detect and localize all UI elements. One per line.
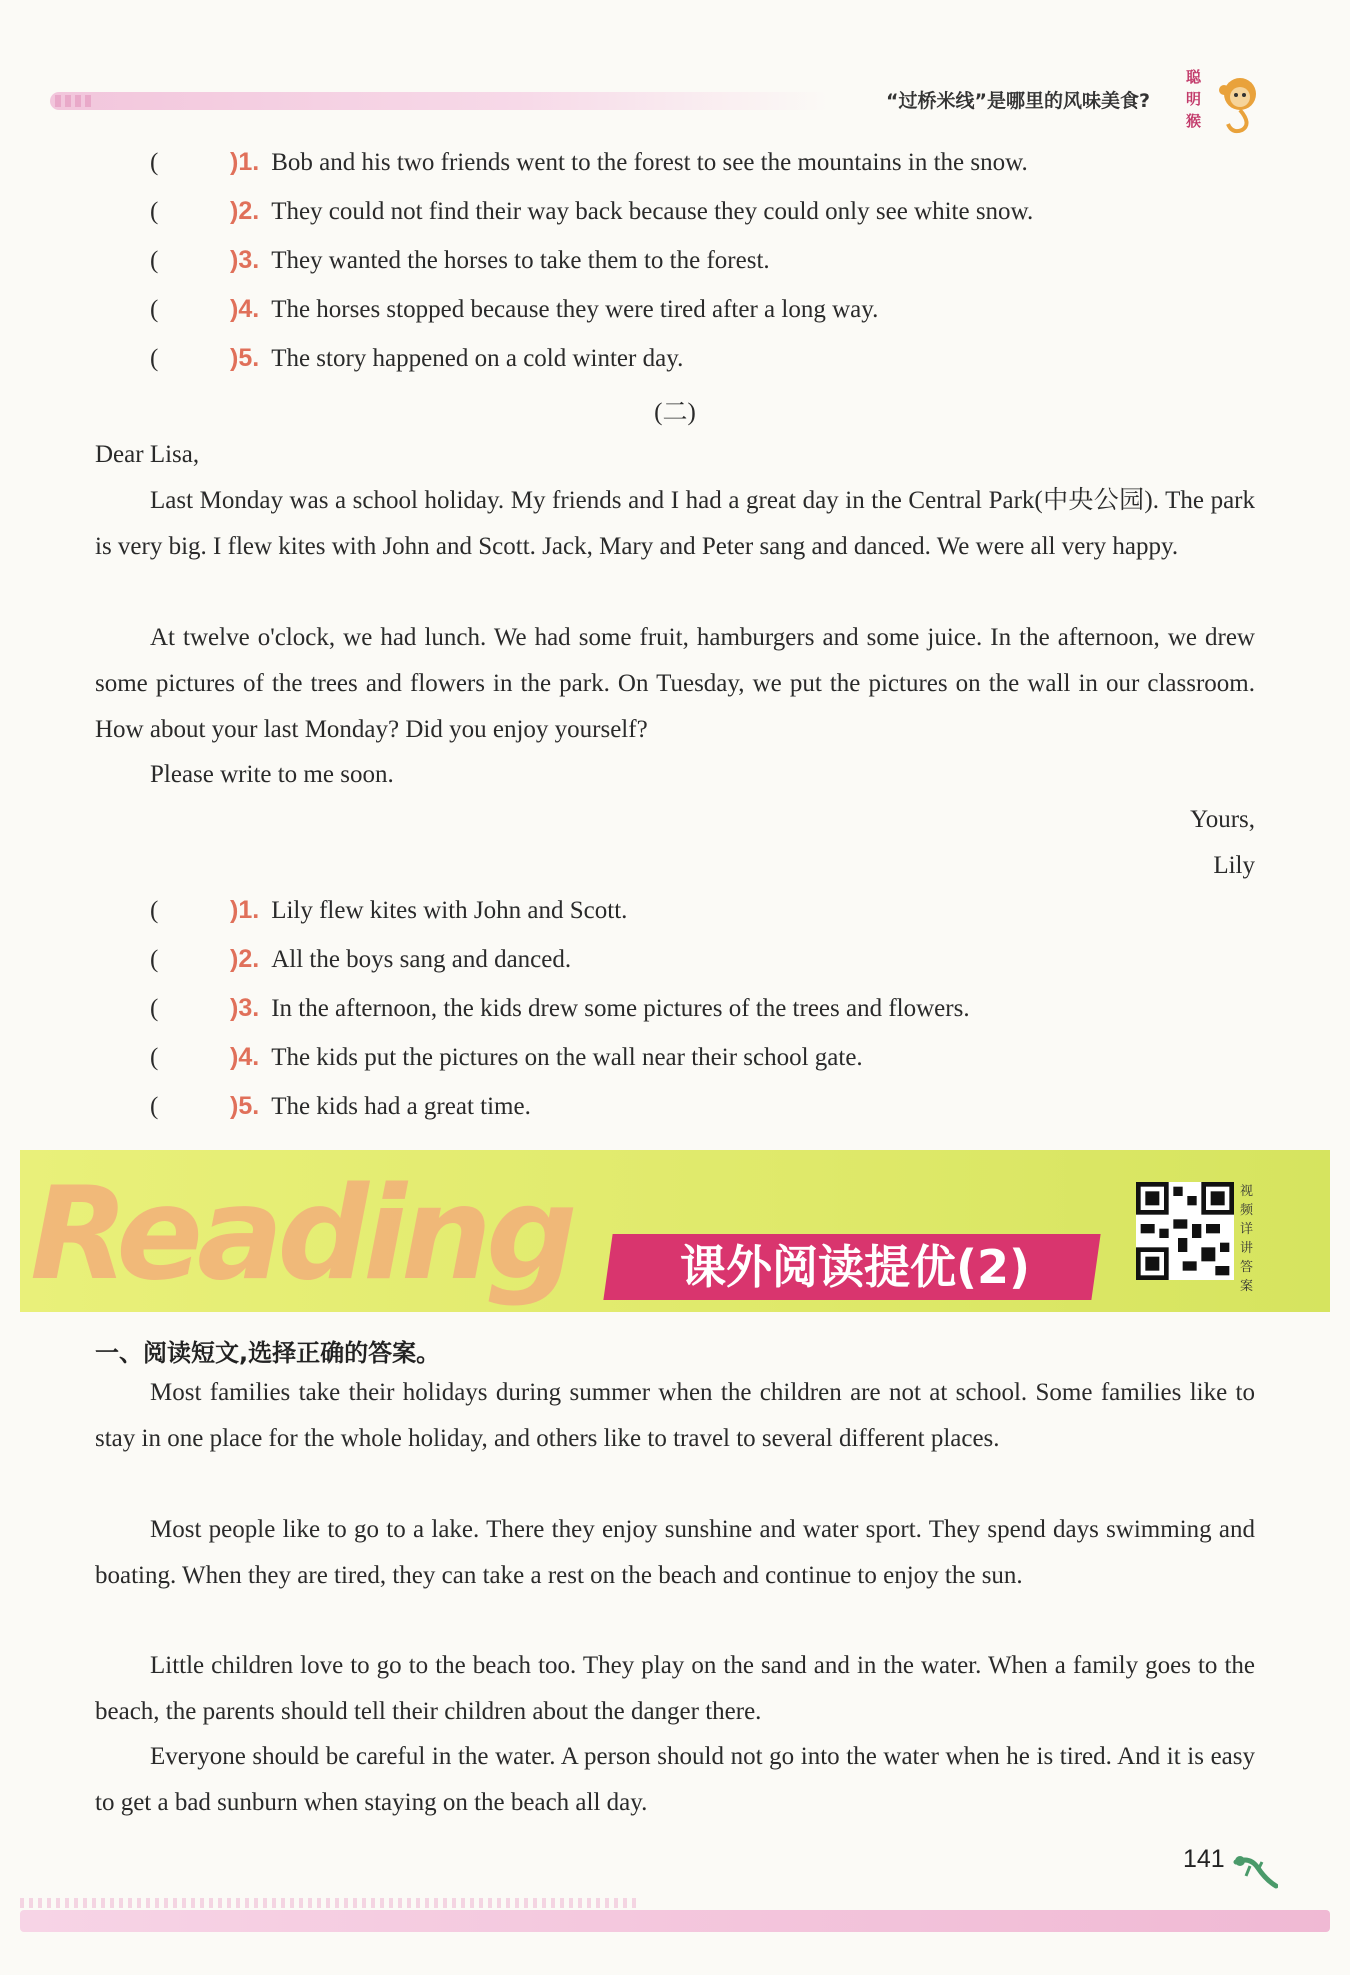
question-row: ( )4. The kids put the pictures on the wall near their school gate. [150,1043,863,1071]
footer-decor-dots [20,1898,640,1908]
question-row: ( )3. They wanted the horses to take them to the forest. [150,246,770,274]
header-question: “过桥米线”是哪里的风味美食? [886,90,1150,112]
letter-paragraph-1: Last Monday was a school holiday. My friends and I had a great day in the Central Park(中央公园). The park is very big. I flew kites with John and Scott. Jack, Mary and Peter sang and danced. We were all very happy. [95,487,1255,560]
brand-name: 聪明猴 [1186,68,1202,130]
letter-signature: Lily [1213,852,1255,879]
letter-salutation: Dear Lisa, [95,441,200,468]
banner-label: 课外阅读提优(2) [679,1240,1031,1294]
lizard-icon [1232,1852,1278,1892]
question-row: ( )3. In the afternoon, the kids drew some pictures of the trees and flowers. [150,994,970,1022]
qr-caption: 视频详讲答案 [1240,1184,1254,1294]
section-title: 一、阅读短文,选择正确的答案。 [95,1339,441,1367]
passage-paragraph-3: Little children love to go to the beach too. They play on the sand and in the water. When a family goes to the beach, the parents should tell their children about the danger there. [95,1652,1255,1725]
letter-paragraph-2: At twelve o'clock, we had lunch. We had some fruit, hamburgers and some juice. In the afternoon, we drew some pictures of the trees and flowers in the park. On Tuesday, we put the pictures on the wall in our classroom. How about your last Monday? Did you enjoy yourself? [95,624,1255,743]
question-row: ( )2. They could not find their way back because they could only see white snow. [150,197,1034,225]
letter-paragraph-3: Please write to me soon. [150,761,394,788]
footer-decor-bar [20,1910,1330,1932]
qr-code-icon[interactable] [1136,1182,1234,1280]
page-number: 141 [1183,1845,1225,1873]
header-decor-dots [55,95,95,107]
question-row: ( )1. Lily flew kites with John and Scott. [150,896,628,924]
header-decor-bar [50,92,830,110]
question-row: ( )5. The story happened on a cold winter day. [150,344,684,372]
question-row: ( )1. Bob and his two friends went to the forest to see the mountains in the snow. [150,148,1028,176]
passage-paragraph-1: Most families take their holidays during summer when the children are not at school. Some families like to stay in one place for the whole holiday, and others like to travel to several different places. [95,1379,1255,1452]
question-row: ( )2. All the boys sang and danced. [150,945,572,973]
banner-reading-word: Reading [30,1160,572,1309]
letter-closing: Yours, [1190,806,1255,833]
passage-paragraph-4: Everyone should be careful in the water. A person should not go into the water when he is tired. And it is easy to get a bad sunburn when staying on the beach all day. [95,1743,1255,1816]
question-row: ( )5. The kids had a great time. [150,1092,531,1120]
section-heading: (二) [654,399,696,426]
passage-paragraph-2: Most people like to go to a lake. There they enjoy sunshine and water sport. They spend days swimming and boating. When they are tired, they can take a rest on the beach and continue to enjoy the sun. [95,1516,1255,1589]
question-row: ( )4. The horses stopped because they were tired after a long way. [150,295,879,323]
